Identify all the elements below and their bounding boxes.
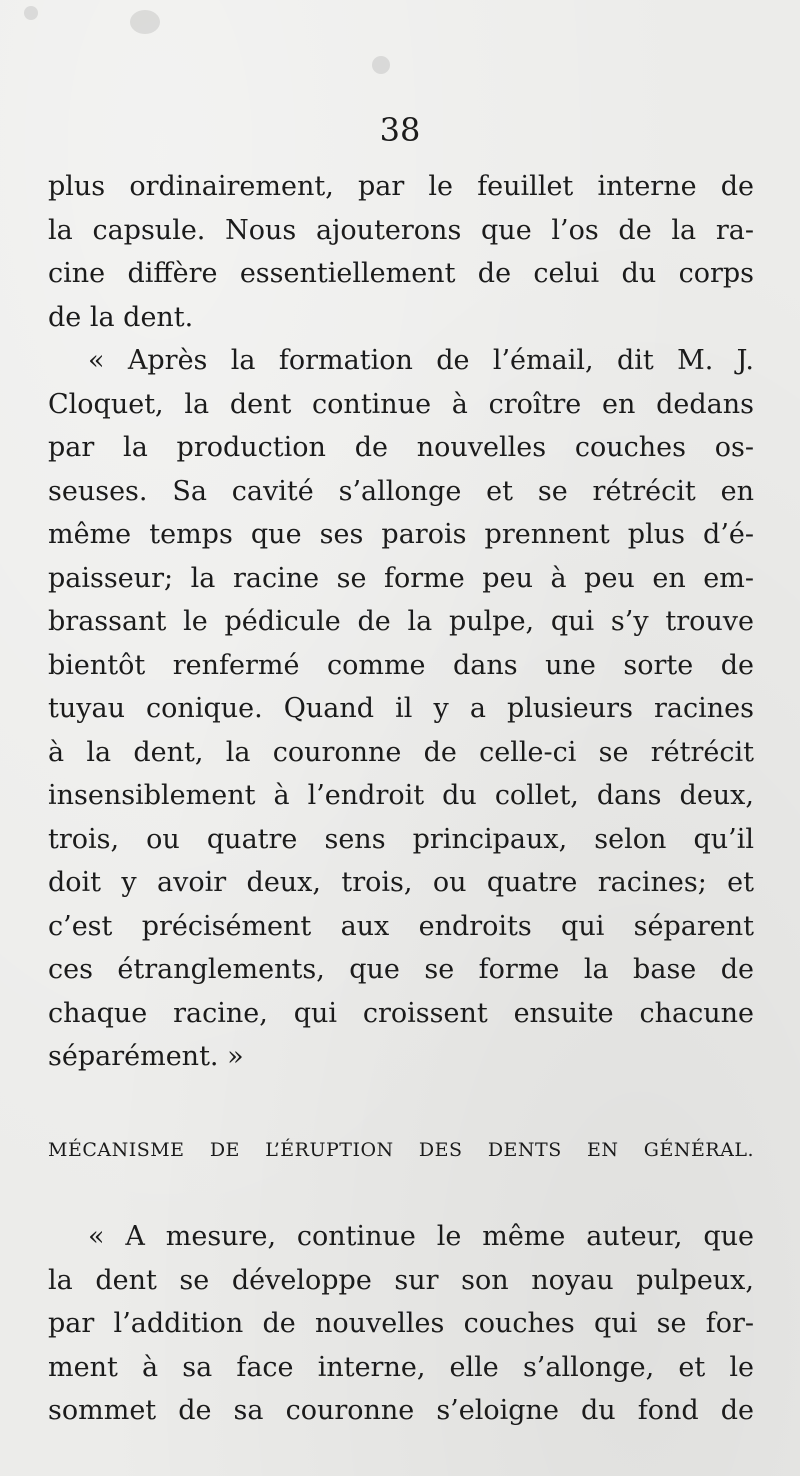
text-line: ment à sa face interne, elle s’allonge, et le <box>48 1351 754 1383</box>
paragraph-3 <box>48 1215 754 1433</box>
text-line: trois, ou quatre sens principaux, selon qu’il <box>48 823 754 855</box>
text-line: paisseur; la racine se forme peu à peu en em- <box>48 562 754 594</box>
text-line: séparément. » <box>48 1041 244 1072</box>
text-line: par la production de nouvelles couches os- <box>48 432 754 463</box>
text-line: ces étranglements, que se forme la base de <box>48 954 754 985</box>
section-heading: MÉCANISME DE L’ÉRUPTION DES DENTS EN GÉNÉRAL. <box>48 1139 754 1161</box>
text-line: doit y avoir deux, trois, ou quatre racines; et <box>48 867 754 898</box>
text-line: seuses. Sa cavité s’allonge et se rétrécit en <box>48 475 754 507</box>
text-line: c’est précisément aux endroits qui séparent <box>48 910 754 942</box>
text-line: « A mesure, continue le même auteur, que <box>88 1221 754 1252</box>
text-line: plus ordinairement, par le feuillet interne de <box>48 171 754 202</box>
text-line: « Après la formation de l’émail, dit M. J. <box>88 345 754 376</box>
text-line: brassant le pédicule de la pulpe, qui s’y trouve <box>48 606 754 637</box>
text-line: Cloquet, la dent continue à croître en dedans <box>48 388 754 420</box>
text-line: tuyau conique. Quand il y a plusieurs racines <box>48 693 754 724</box>
text-line: la capsule. Nous ajouterons que l’os de la ra- <box>48 214 754 246</box>
text-line: par l’addition de nouvelles couches qui se for- <box>48 1308 754 1339</box>
text-line: de la dent. <box>48 301 194 333</box>
text-line: la dent se développe sur son noyau pulpeux, <box>48 1264 754 1296</box>
paper-stain <box>130 10 160 34</box>
text-line: bientôt renfermé comme dans une sorte de <box>48 649 754 681</box>
text-line: même temps que ses parois prennent plus d’é- <box>48 519 754 550</box>
paragraph-1 <box>48 165 754 339</box>
page-number: 38 <box>379 111 421 149</box>
paragraph-2 <box>48 339 754 1079</box>
text-line: chaque racine, qui croissent ensuite chacune <box>48 997 754 1029</box>
text-line: à la dent, la couronne de celle-ci se rétrécit <box>48 736 754 768</box>
paper-stain <box>372 56 390 74</box>
text-line: insensiblement à l’endroit du collet, dans deux, <box>48 780 754 811</box>
paper-stain <box>24 6 38 20</box>
text-line: sommet de sa couronne s’eloigne du fond de <box>48 1395 754 1426</box>
text-line: cine diffère essentiellement de celui du corps <box>48 258 754 289</box>
